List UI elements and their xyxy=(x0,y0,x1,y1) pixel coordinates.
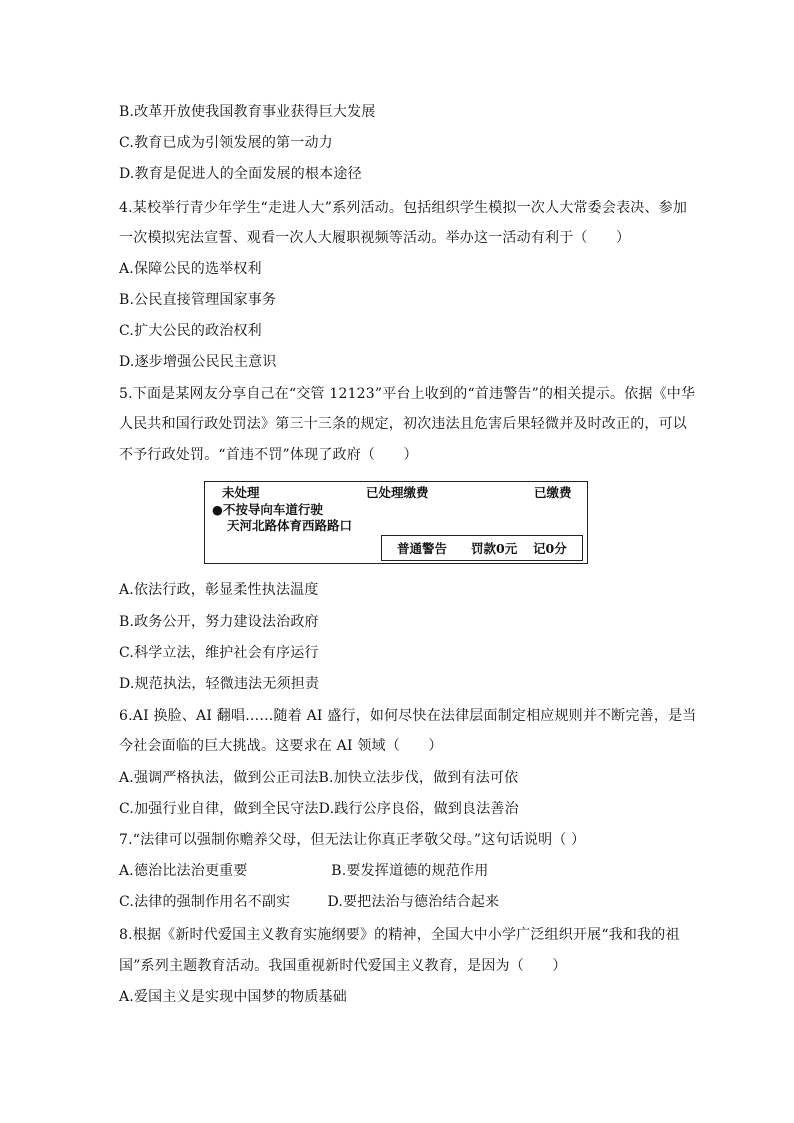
question-8-line-1: 8.根据《新时代爱国主义教育实施纲要》的精神，全国大中小学广泛组织开展“我和我的祖 xyxy=(119,927,680,943)
option-d-q4: D.逐步增强公民民主意识 xyxy=(119,354,277,370)
question-6-line-1: 6.AI 换脸、AI 翻唱……随着 AI 盛行，如何尽快在法律层面制定相应规则并不断完善，是当 xyxy=(119,708,697,724)
option-c-q3: C.教育已成为引领发展的第一动力 xyxy=(119,135,333,151)
question-6-line-2: 今社会面临的巨大挑战。这要求在 AI 领域（ ） xyxy=(119,738,443,754)
option-b-q5: B.政务公开，努力建设法治政府 xyxy=(119,614,319,630)
options-cd-q6: C.加强行业自律，做到全民守法D.践行公序良俗，做到良法善治 xyxy=(119,801,519,817)
option-c-q4: C.扩大公民的政治权利 xyxy=(119,323,262,339)
fine-label: 罚款0元 xyxy=(471,541,518,556)
points-label: 记0分 xyxy=(533,541,567,556)
option-d-q3: D.教育是促进人的全面发展的根本途径 xyxy=(119,166,362,182)
option-b-q3: B.改革开放使我国教育事业获得巨大发展 xyxy=(119,104,376,120)
violation-location: 天河北路体育西路路口 xyxy=(227,518,353,533)
question-7: 7.“法律可以强制你赡养父母，但无法让你真正孝敬父母。”这句话说明（ ） xyxy=(119,832,586,848)
question-8-line-2: 国”系列主题教育活动。我国重视新时代爱国主义教育，是因为（ ） xyxy=(119,958,567,974)
penalty-box xyxy=(381,535,583,561)
traffic-warning-notice xyxy=(204,481,588,564)
tab-pending: 未处理 xyxy=(222,485,260,500)
question-5-line-3: 不予行政处罚。“首违不罚”体现了政府（ ） xyxy=(119,447,418,463)
option-d-q5: D.规范执法，轻微违法无须担责 xyxy=(119,676,320,692)
options-ab-q6: A.强调严格执法，做到公正司法B.加快立法步伐，做到有法可依 xyxy=(119,770,519,786)
option-a-q5: A.依法行政，彰显柔性执法温度 xyxy=(119,582,319,598)
question-5-line-2: 人民共和国行政处罚法》第三十三条的规定，初次违法且危害后果轻微并及时改正的，可以 xyxy=(119,416,687,432)
options-ab-q7: A.德治比法治更重要 B.要发挥道德的规范作用 xyxy=(119,863,489,879)
question-5-line-1: 5.下面是某网友分享自己在“交管 12123”平台上收到的“首违警告”的相关提示。依据《中华 xyxy=(119,386,696,402)
options-cd-q7: C.法律的强制作用名不副实 D.要把法治与德治结合起来 xyxy=(119,894,500,910)
option-a-q8: A.爱国主义是实现中国梦的物质基础 xyxy=(119,989,347,1005)
question-4-line-2: 一次模拟宪法宣誓、观看一次人大履职视频等活动。举办这一活动有利于（ ） xyxy=(119,230,631,246)
option-b-q4: B.公民直接管理国家事务 xyxy=(119,292,277,308)
warning-label: 普通警告 xyxy=(397,541,448,556)
tab-processed-payment: 已处理缴费 xyxy=(366,485,429,500)
tab-paid: 已缴费 xyxy=(534,485,572,500)
option-a-q4: A.保障公民的选举权利 xyxy=(119,261,262,277)
question-4-line-1: 4.某校举行青少年学生“走进人大”系列活动。包括组织学生模拟一次人大常委会表决、参加 xyxy=(119,200,688,216)
option-c-q5: C.科学立法，维护社会有序运行 xyxy=(119,645,319,661)
violation-item: ●不按导向车道行驶 xyxy=(212,502,323,517)
